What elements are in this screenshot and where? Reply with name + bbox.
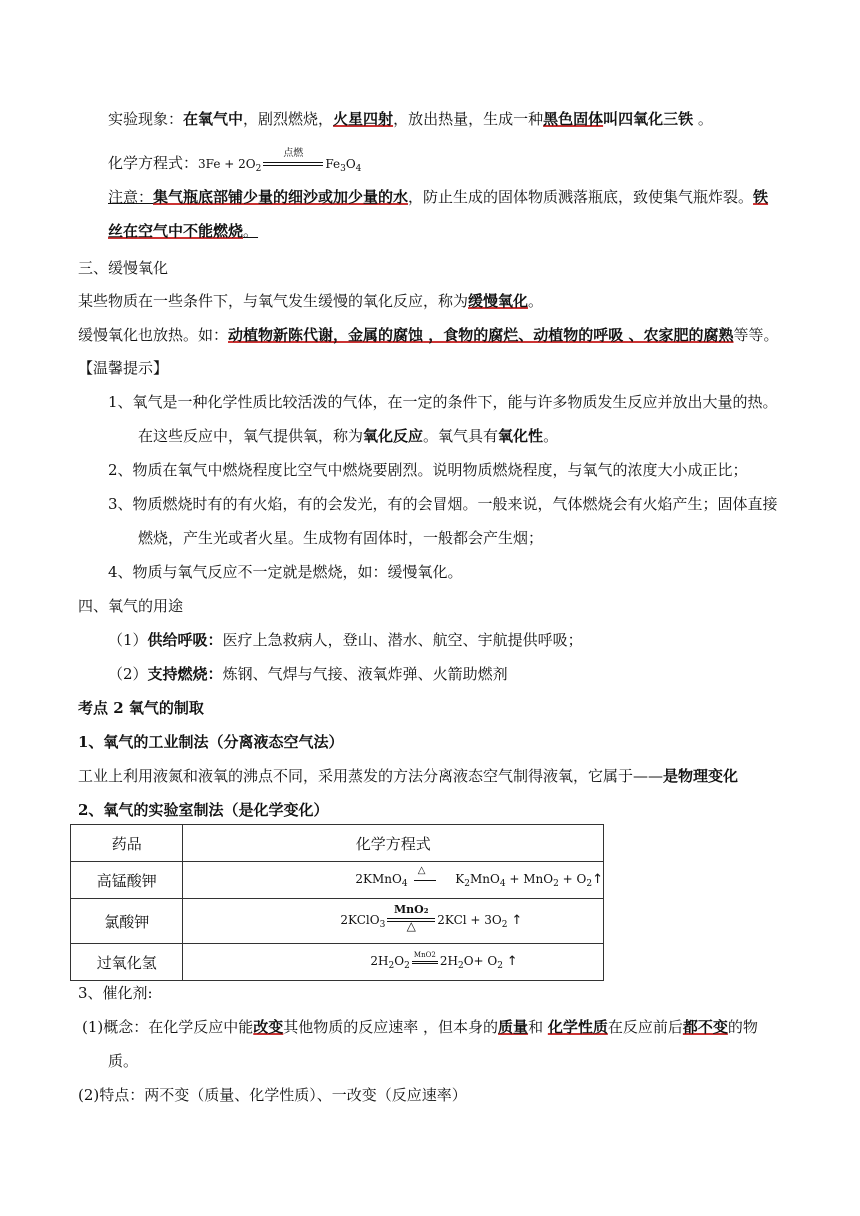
- bold-text: 铁: [753, 188, 769, 206]
- rhs: O: [345, 157, 356, 171]
- catalyst-label: MnO2: [413, 951, 436, 959]
- formula: O: [394, 954, 405, 968]
- text: 缓慢氧化也放热。如：: [78, 326, 229, 344]
- bold-text: 支持燃烧：: [147, 665, 223, 683]
- tip-3b: 燃烧，产生光或者火星。生成物有固体时，一般都会产生烟；: [138, 529, 544, 547]
- tip-4: 4、物质与氧气反应不一定就是燃烧，如：缓慢氧化。: [108, 563, 463, 581]
- label: 实验现象：: [108, 110, 184, 128]
- equation: [198, 148, 362, 174]
- tip-2: 2、物质在氧气中燃烧程度比空气中燃烧要剧烈。说明物质燃烧程度，与氧气的浓度大小成正比；: [108, 461, 748, 479]
- equation-kclo3: [340, 903, 523, 933]
- subscript: 4: [401, 879, 408, 889]
- text: (1)概念：在化学反应中能: [82, 1018, 254, 1036]
- text: 等等。: [733, 326, 779, 344]
- text: ，放出热量，生成一种: [393, 110, 544, 128]
- bold-text: 集气瓶底部铺少量的细沙或加少量的水: [153, 188, 409, 206]
- text: ，剧烈燃烧，: [243, 110, 334, 128]
- slow-oxidation-examples: [78, 324, 779, 346]
- formula: 2KMnO: [355, 872, 402, 886]
- table-cell: [183, 899, 604, 944]
- condition-arrow: [412, 951, 438, 973]
- table-row: [71, 862, 604, 899]
- header-text: 化学方程式: [355, 834, 431, 853]
- tip-1b: [138, 425, 558, 447]
- bold-text: 火星四射: [333, 110, 394, 128]
- subscript: 4: [499, 879, 506, 889]
- condition-arrow: [387, 903, 435, 933]
- text: 工业上利用液氮和液氧的沸点不同，采用蒸发的方法分离液态空气制得液氧，它属于——: [78, 767, 664, 785]
- formula: 2H: [370, 954, 389, 968]
- text: 。: [243, 222, 259, 240]
- formula: O+ O: [463, 954, 498, 968]
- text: 医疗上急救病人，登山、潜水、航空、宇航提供呼吸；: [222, 631, 583, 649]
- text: 其他物质的反应速率 ，但本身的: [283, 1018, 499, 1036]
- text: ，防止生成的固体物质溅落瓶底，致使集气瓶炸裂。: [408, 188, 754, 206]
- section-title-uses: 四、氧气的用途: [78, 597, 184, 615]
- text: （2）: [108, 665, 148, 683]
- slow-oxidation-definition: [78, 290, 543, 312]
- catalyst-title: 3、催化剂:: [78, 984, 153, 1002]
- note-line-2: [108, 220, 258, 242]
- bold-text: 改变: [253, 1018, 284, 1036]
- table-header: [183, 825, 604, 862]
- subscript: 3: [340, 164, 346, 174]
- up-arrow-icon: ↑: [506, 954, 518, 969]
- condition-arrow: [263, 148, 323, 174]
- bold-text: 在氧气中: [183, 110, 244, 128]
- text: 在这些反应中，氧气提供氧，称为: [138, 427, 364, 445]
- label: 化学方程式：: [108, 154, 199, 172]
- industrial-method-title: 1、氧气的工业制法（分离液态空气法）: [78, 733, 344, 751]
- table-cell: 氯酸钾: [71, 899, 183, 944]
- catalyst-concept-2: 质。: [108, 1052, 139, 1070]
- bold-text: 化学性质: [547, 1018, 608, 1036]
- subscript: 4: [355, 164, 362, 174]
- text: 。: [693, 110, 713, 128]
- text: 在反应前后: [607, 1018, 683, 1036]
- formula: 2KCl + 3O: [437, 913, 502, 927]
- heat-label: △: [406, 919, 416, 933]
- note-line-1: [108, 186, 768, 208]
- bold-text: 、农家肥的腐熟: [628, 326, 734, 344]
- tip-1a: 1、氧气是一种化学性质比较活泼的气体，在一定的条件下，能与许多物质发生反应并放出大量的热。: [108, 393, 778, 411]
- text: 炼钢、气焊与气接、液氧炸弹、火箭助燃剂: [222, 665, 508, 683]
- table-cell: 高锰酸钾: [71, 862, 183, 899]
- bold-text: 氧化反应: [363, 427, 424, 445]
- table-header: 药品: [71, 825, 183, 862]
- subscript: 2: [464, 879, 470, 889]
- formula: MnO: [469, 872, 500, 886]
- equation-h2o2: [370, 951, 518, 971]
- bold-text: 是物理变化: [663, 767, 739, 785]
- lab-methods-table: [70, 824, 604, 981]
- subscript: 2: [388, 961, 395, 971]
- bold-text: ，食物的腐烂、动植物的呼吸: [423, 326, 629, 344]
- catalyst-features: (2)特点：两不变（质量、化学性质）、一改变（反应速率）: [78, 1086, 467, 1104]
- bold-text: 丝在空气中不能燃烧: [108, 222, 244, 240]
- formula: + O: [558, 872, 587, 886]
- subscript: 2: [255, 164, 262, 174]
- subscript: 2: [553, 879, 559, 889]
- kaodian-2-title: 考点 2 氧气的制取: [78, 699, 204, 717]
- formula: K: [455, 872, 465, 886]
- formula: + MnO: [505, 872, 554, 886]
- condition-label: △: [417, 865, 426, 876]
- bold-text: 动植物新陈代谢，金属的腐蚀: [228, 326, 424, 344]
- formula: 2KClO: [340, 913, 380, 927]
- text: 。: [528, 292, 544, 310]
- rhs: Fe: [325, 157, 341, 171]
- tip-3a: 3、物质燃烧时有的有火焰，有的会发光，有的会冒烟。一般来说，气体燃烧会有火焰产生；固体直接: [108, 495, 778, 513]
- bold-text: 缓慢氧化: [468, 292, 529, 310]
- text: 。氧气具有: [423, 427, 499, 445]
- subscript: 2: [457, 961, 464, 971]
- experiment-phenomenon: [108, 108, 713, 130]
- use-2: [108, 663, 508, 685]
- lab-method-title: 2、氧气的实验室制法（是化学变化）: [78, 801, 329, 819]
- text: 和: [528, 1018, 548, 1036]
- tips-heading: 【温馨提示】: [78, 359, 169, 377]
- note-label: 注意：: [108, 188, 154, 206]
- catalyst-concept-1: [82, 1016, 758, 1038]
- bold-text: 供给呼吸：: [147, 631, 223, 649]
- formula: 2H: [439, 954, 458, 968]
- bold-text: 黑色固体: [543, 110, 604, 128]
- bold-text: 氧化性: [498, 427, 544, 445]
- up-arrow-icon: ↑: [511, 913, 523, 928]
- bold-text: 叫四氧化三铁: [603, 110, 694, 128]
- text: 的物: [727, 1018, 758, 1036]
- text: 某些物质在一些条件下，与氧气发生缓慢的氧化反应，称为: [78, 292, 469, 310]
- lhs: 3Fe + 2O: [198, 157, 256, 171]
- subscript: 2: [497, 961, 503, 971]
- table-cell: [183, 862, 604, 899]
- up-arrow-icon: ↑: [592, 872, 603, 887]
- chemical-equation-iron: [108, 148, 362, 180]
- condition-arrow: [410, 865, 446, 891]
- table-cell: 过氧化氢: [71, 944, 183, 981]
- bold-text: 都不变: [682, 1018, 728, 1036]
- subscript: 2: [501, 920, 508, 930]
- subscript: 2: [586, 879, 593, 889]
- catalyst-label: MnO₂: [394, 903, 429, 916]
- table-row: [71, 944, 604, 981]
- use-1: [108, 629, 583, 651]
- table-row: [71, 825, 604, 862]
- table-row: [71, 899, 604, 944]
- text: 。: [543, 427, 559, 445]
- industrial-method-text: [78, 765, 738, 787]
- table-cell: [183, 944, 604, 981]
- text: （1）: [108, 631, 148, 649]
- condition-label: 点燃: [283, 148, 304, 159]
- subscript: 2: [404, 961, 410, 971]
- subscript: 3: [379, 920, 386, 930]
- section-title-slow-oxidation: 三、缓慢氧化: [78, 259, 169, 277]
- bold-text: 质量: [498, 1018, 529, 1036]
- equation-kmno4: [355, 865, 603, 889]
